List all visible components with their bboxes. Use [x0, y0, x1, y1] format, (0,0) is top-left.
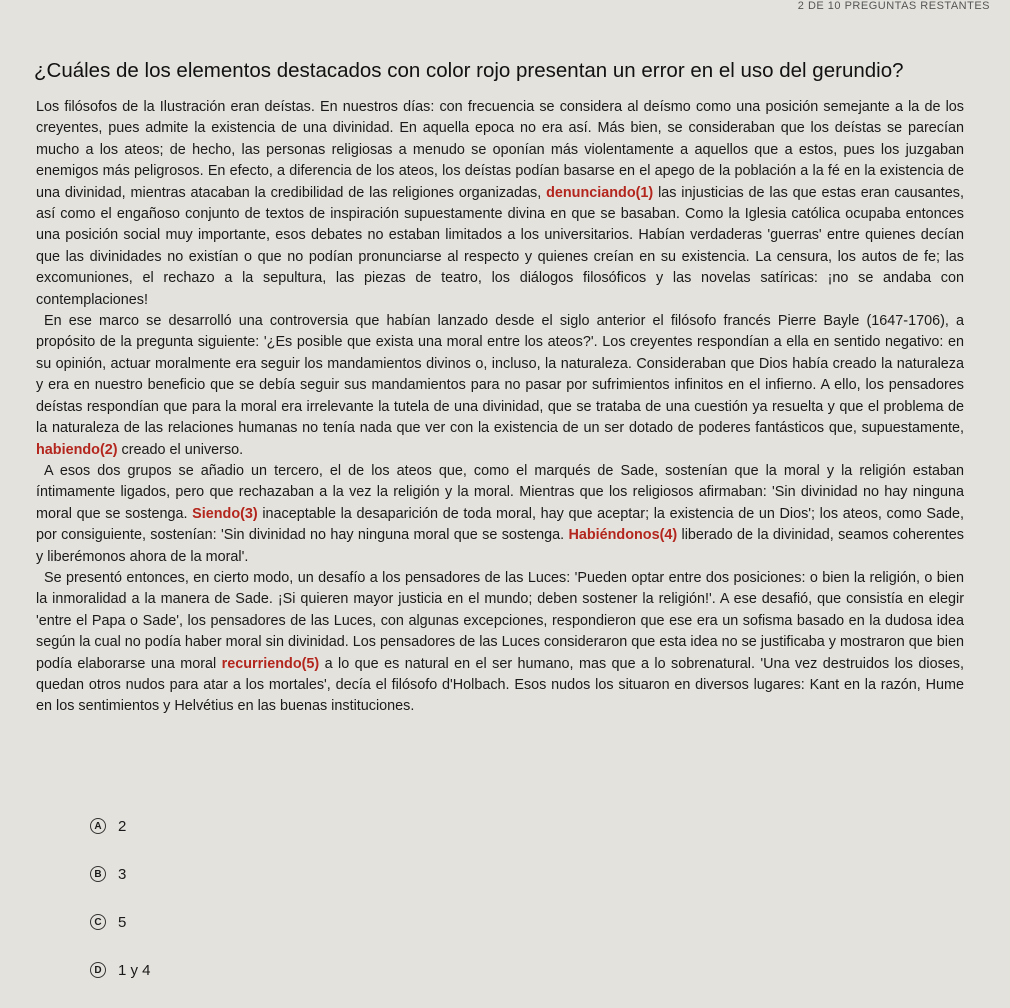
highlight-1: denunciando(1) [546, 184, 654, 201]
option-b-text: 3 [118, 865, 127, 883]
option-c-letter: C [90, 914, 106, 930]
option-d[interactable] [90, 960, 151, 980]
option-d-letter: D [90, 962, 106, 978]
option-a[interactable] [90, 816, 151, 836]
paragraph-text: Los filósofos de la Ilustración eran deístas. En nuestros días: con frecuencia se considera al deísmo como una posición semejante a la de los creyentes, pues admite la existencia de una divinidad. En aquella epoca no era así. Más bien, se consideraban que los deístas se parecían mucho a los ateos; de hecho, las personas religiosas a menudo se oponían más violentamente a aquellos que a estos, pues los juzgaban enemigos más peligrosos. En efecto, a diferencia de los ateos, los deístas podían basarse en el apego de la población a la fé en la existencia de una divinidad, mientras atacaban la credibilidad de las religiones organizadas, [36, 99, 964, 201]
option-a-letter: A [90, 818, 106, 834]
highlight-5: recurriendo(5) [221, 655, 320, 672]
paragraph-3 [36, 461, 964, 568]
highlight-2: habiendo(2) [36, 441, 118, 458]
paragraph-text: Se presentó entonces, en cierto modo, un desafío a los pensadores de las Luces: 'Pueden optar entre dos posiciones: o bien la religión, o bien la inmoralidad a la manera de Sade. ¡Si quieren mayor justicia en el mundo; deben sostener la religión!'. A ese desafió, que consistía en elegir 'entre el Papa o Sade', los pensadores de las Luces, con algunas excepciones, respondieron que ese era un sofisma basado en la dudosa idea según la cual no podía haber moral sin divinidad. Los pensadores de las Luces consideraron que esta idea no se justificaba y mostraron que bien podía elaborarse una moral [36, 569, 964, 672]
paragraph-1 [36, 97, 964, 311]
highlight-4: Habiéndonos(4) [568, 527, 678, 544]
remaining-questions-status: 2 DE 10 PREGUNTAS RESTANTES [797, 0, 990, 12]
paragraph-text: creado el universo. [117, 441, 244, 458]
reading-passage [36, 97, 964, 718]
paragraph-2 [36, 311, 964, 461]
paragraph-text: A esos dos grupos se añadio un tercero, el de los ateos que, como el marqués de Sade, sostenían que la moral y la religión estaban íntimamente ligados, pero que rechazaban a la vez la religión y la moral. Mientras que los religiosos afirmaban: 'Sin divinidad no hay ninguna moral que se sostenga. [36, 462, 964, 522]
option-b-letter: B [90, 866, 106, 882]
highlight-3: Siendo(3) [192, 505, 258, 522]
option-d-text: 1 y 4 [118, 961, 151, 979]
paragraph-text: las injusticias de las que estas eran causantes, así como el engañoso conjunto de textos de inspiración supuestamente divina en que se basaban. Como la Iglesia católica ocupaba entonces una posición social muy importante, esos debates no estaban limitados a los universitarios. Habían verdaderas 'guerras' entre quienes decían que las divinidades no existían o que no podían pronunciarse al respecto y quienes creían en su existencia. La censura, los autos de fe; las excomuniones, el rechazo a la sepultura, las piezas de teatro, los diálogos filosóficos y las novelas satíricas: ¡no se andaba con contemplaciones! [36, 184, 964, 308]
answer-options [90, 816, 151, 1008]
question-title: ¿Cuáles de los elementos destacados con color rojo presentan un error en el uso del gerundio? [34, 59, 904, 82]
option-c-text: 5 [118, 913, 127, 931]
option-a-text: 2 [118, 817, 127, 835]
option-c[interactable] [90, 912, 151, 932]
option-b[interactable] [90, 864, 151, 884]
paragraph-text: a lo que es natural en el ser humano, mas que a lo sobrenatural. 'Una vez destruidos los dioses, quedan otros nudos para atar a los mortales', decía el filósofo d'Holbach. Esos nudos los situaron en diversos lugares: Kant en la razón, Hume en los sentimientos y Helvétius en las buenas instituciones. [36, 655, 964, 715]
paragraph-text: liberado de la divinidad, seamos coherentes y liberémonos ahora de la moral'. [36, 527, 964, 565]
paragraph-4 [36, 568, 964, 718]
paragraph-text: inaceptable la desaparición de toda moral, hay que aceptar; la existencia de un Dios'; los ateos, como Sade, por consiguiente, sostenían: 'Sin divinidad no hay ninguna moral que se sostenga. [36, 505, 964, 544]
paragraph-text: En ese marco se desarrolló una controversia que habían lanzado desde el siglo anterior el filósofo francés Pierre Bayle (1647-1706), a propósito de la pregunta siguiente: '¿Es posible que exista una moral entre los ateos?'. Los creyentes respondían a ella en sentido negativo: en su opinión, actuar moralmente era seguir los mandamientos divinos o, incluso, la naturaleza. Consideraban que Dios había creado la naturaleza y era en nuestro beneficio que se debía seguir sus mandamientos para no pasar por sufrimientos infinitos en el infierno. A ello, los pensadores deístas respondían que para la moral era irrelevante la tutela de una divinidad, que se trataba de una cuestión ya resuelta y que el problema de la naturaleza de las relaciones humanas no tenía nada que ver con la existencia de un ser dotado de poderes fantásticos que, supuestamente, [36, 313, 964, 437]
